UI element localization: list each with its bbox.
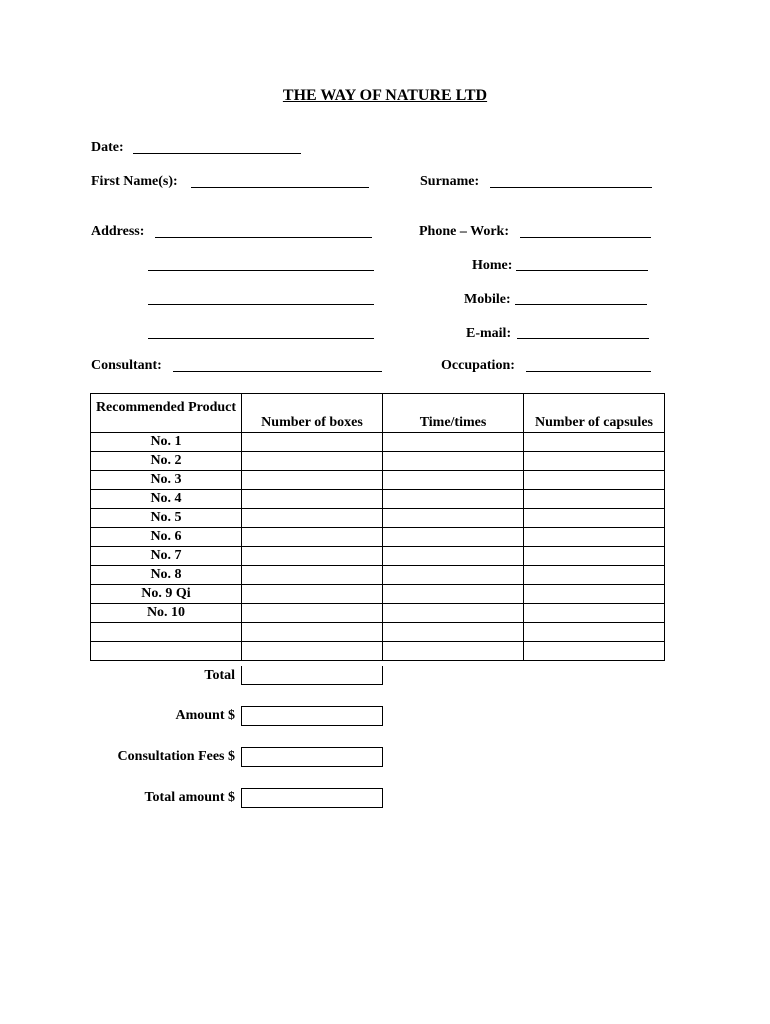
- home-label: Home:: [472, 258, 513, 273]
- product-cell: No. 1: [91, 433, 242, 452]
- surname-field[interactable]: [490, 187, 652, 188]
- amount-label: Amount $: [175, 708, 235, 723]
- table-row: [91, 547, 665, 566]
- capsules-cell[interactable]: [524, 623, 665, 642]
- table-row: [91, 433, 665, 452]
- total-label: Total: [204, 668, 235, 683]
- boxes-cell[interactable]: [242, 471, 383, 490]
- capsules-cell[interactable]: [524, 642, 665, 661]
- boxes-cell[interactable]: [242, 547, 383, 566]
- times-cell[interactable]: [383, 433, 524, 452]
- capsules-cell[interactable]: [524, 490, 665, 509]
- capsules-cell[interactable]: [524, 452, 665, 471]
- boxes-cell[interactable]: [242, 566, 383, 585]
- address-field-2[interactable]: [148, 270, 374, 271]
- table-row: [91, 452, 665, 471]
- phone-work-field[interactable]: [520, 237, 651, 238]
- boxes-cell[interactable]: [242, 585, 383, 604]
- address-field-1[interactable]: [155, 237, 372, 238]
- table-row: [91, 490, 665, 509]
- product-cell: No. 8: [91, 566, 242, 585]
- times-cell[interactable]: [383, 452, 524, 471]
- amount-box[interactable]: [241, 706, 383, 726]
- total-amount-box[interactable]: [241, 788, 383, 808]
- capsules-cell[interactable]: [524, 433, 665, 452]
- capsules-cell[interactable]: [524, 566, 665, 585]
- product-cell: No. 6: [91, 528, 242, 547]
- address-field-4[interactable]: [148, 338, 374, 339]
- product-cell[interactable]: [91, 642, 242, 661]
- table-row: [91, 585, 665, 604]
- header-product: Recommended Product: [91, 394, 242, 433]
- boxes-cell[interactable]: [242, 604, 383, 623]
- capsules-cell[interactable]: [524, 509, 665, 528]
- consultant-label: Consultant:: [91, 358, 162, 373]
- date-label: Date:: [91, 140, 124, 155]
- times-cell[interactable]: [383, 547, 524, 566]
- product-cell: No. 4: [91, 490, 242, 509]
- header-times: Time/times: [383, 394, 524, 433]
- table-row: [91, 604, 665, 623]
- boxes-cell[interactable]: [242, 490, 383, 509]
- product-table: [90, 393, 665, 661]
- times-cell[interactable]: [383, 509, 524, 528]
- capsules-cell[interactable]: [524, 547, 665, 566]
- table-row: [91, 528, 665, 547]
- product-cell: No. 10: [91, 604, 242, 623]
- boxes-cell[interactable]: [242, 528, 383, 547]
- product-cell: No. 7: [91, 547, 242, 566]
- header-capsules: Number of capsules: [524, 394, 665, 433]
- consultation-fees-box[interactable]: [241, 747, 383, 767]
- table-header-row: [91, 394, 665, 433]
- boxes-cell[interactable]: [242, 642, 383, 661]
- times-cell[interactable]: [383, 490, 524, 509]
- capsules-cell[interactable]: [524, 471, 665, 490]
- product-cell: No. 5: [91, 509, 242, 528]
- product-cell[interactable]: [91, 623, 242, 642]
- home-field[interactable]: [516, 270, 648, 271]
- table-row: [91, 623, 665, 642]
- occupation-field[interactable]: [526, 371, 651, 372]
- total-box[interactable]: [241, 666, 383, 685]
- capsules-cell[interactable]: [524, 604, 665, 623]
- first-name-field[interactable]: [191, 187, 369, 188]
- mobile-label: Mobile:: [464, 292, 511, 307]
- boxes-cell[interactable]: [242, 452, 383, 471]
- first-name-label: First Name(s):: [91, 174, 178, 189]
- address-field-3[interactable]: [148, 304, 374, 305]
- table-row: [91, 642, 665, 661]
- address-label: Address:: [91, 224, 145, 239]
- consultant-field[interactable]: [173, 371, 382, 372]
- mobile-field[interactable]: [515, 304, 647, 305]
- email-field[interactable]: [517, 338, 649, 339]
- product-cell: No. 9 Qi: [91, 585, 242, 604]
- consultation-fees-label: Consultation Fees $: [117, 749, 235, 764]
- times-cell[interactable]: [383, 642, 524, 661]
- product-cell: No. 3: [91, 471, 242, 490]
- header-boxes: Number of boxes: [242, 394, 383, 433]
- boxes-cell[interactable]: [242, 509, 383, 528]
- product-cell: No. 2: [91, 452, 242, 471]
- times-cell[interactable]: [383, 604, 524, 623]
- times-cell[interactable]: [383, 566, 524, 585]
- times-cell[interactable]: [383, 471, 524, 490]
- phone-work-label: Phone – Work:: [419, 224, 509, 239]
- email-label: E-mail:: [466, 326, 512, 341]
- surname-label: Surname:: [420, 174, 480, 189]
- capsules-cell[interactable]: [524, 585, 665, 604]
- table-row: [91, 509, 665, 528]
- times-cell[interactable]: [383, 623, 524, 642]
- occupation-label: Occupation:: [441, 358, 515, 373]
- table-row: [91, 471, 665, 490]
- date-field[interactable]: [133, 153, 301, 154]
- form-title: THE WAY OF NATURE LTD: [282, 87, 488, 104]
- boxes-cell[interactable]: [242, 623, 383, 642]
- table-row: [91, 566, 665, 585]
- times-cell[interactable]: [383, 585, 524, 604]
- capsules-cell[interactable]: [524, 528, 665, 547]
- times-cell[interactable]: [383, 528, 524, 547]
- total-amount-label: Total amount $: [144, 790, 235, 805]
- boxes-cell[interactable]: [242, 433, 383, 452]
